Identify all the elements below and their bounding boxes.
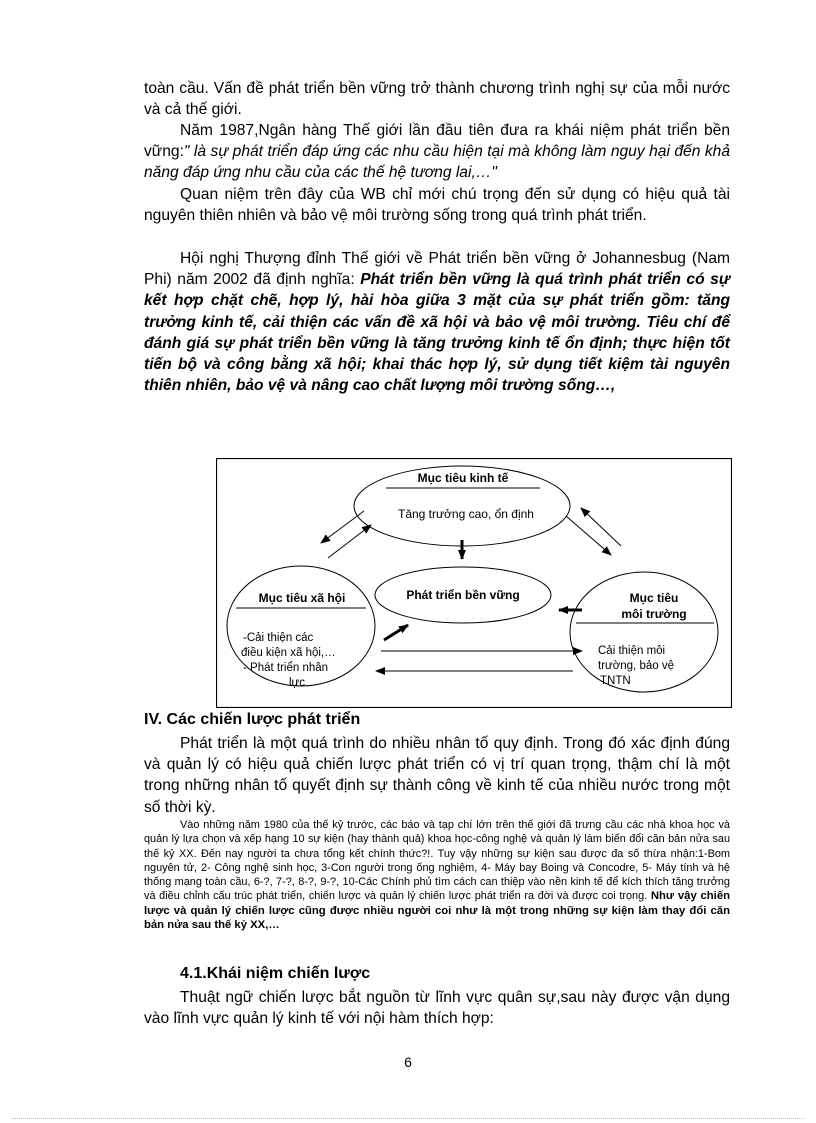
paragraph-development-strategy: Phát triển là một quá trình do nhiều nhân tố quy định. Trong đó xác định đúng và quản lý có hiệu quả chiến lược phát triển có vị trí quan trọng, thậm chí là một trong những nhân tố quyết định sự thành công về kinh tế của nhiều nước trong một số thời kỳ. — [144, 735, 730, 816]
events-text: Vào những năm 1980 của thế kỷ trước, các báo và tạp chí lớn trên thế giới đã trưng cầu các nhà khoa học và quản lý lựa chọn và xếp hạng 10 sự kiện (hay thành quả) khoa học-công nghệ và quản lý làm biến đổi căn bản nửa sau thế kỷ XX. Đến nay người ta chưa tổng kết chính thức?!. Tuy vậy những sự kiện sau được đa số thừa nhận:1-Bom nguyên tử, 2- Công nghệ sinh học, 3-Con người trong ống nghiệm, 4- Máy bay Boing và Concodre, 5- Máy tính và hệ thống mạng toàn cầu, 6-?, 7-?, 8-?, 9-?, 10-Các Chính phủ tìm cách can thiệp vào nền kinh tế để kích thích tăng trưởng và điều chỉnh cấu trúc phát triển, chiến lược và quản lý chiến lược phát triển ra đời và được coi trọng. — [144, 819, 730, 903]
paragraph-global-agenda: toàn cầu. Vấn đề phát triển bền vững trở thành chương trình nghị sự của mỗi nước và cả thế giới. — [144, 80, 730, 119]
events-conclusion-text: Như vậy chiến lược và quản lý chiến lược cũng được nhiều người coi như là một trong những sự kiện làm thay đổi căn bản nửa sau thế kỷ XX,… — [144, 890, 731, 932]
social-goal-text-2: điều kiện xã hội,… — [241, 647, 336, 659]
wb-quote-text: " là sự phát triển đáp ứng các nhu cầu hiện tại mà không làm nguy hại đến khả năng đáp ứng nhu cầu của các thế hệ tương lai,…" — [144, 143, 730, 182]
paragraph-wb-comment: Quan niệm trên đây của WB chỉ mới chú trọng đến sử dụng có hiệu quả tài nguyên thiên nhiên và bảo vệ môi trường sống trong quá trình phát triển. — [144, 186, 730, 225]
johannesburg-intro-text: Hội nghị Thượng đỉnh Thế giới về Phát triển bền vững ở Johannesbug (Nam Phi) năm 2002 đã định nghĩa: — [144, 250, 730, 289]
paragraph-johannesburg-definition — [144, 248, 730, 396]
environment-goal-text-2: trường, bảo vệ — [598, 660, 674, 672]
wb-intro-text: Năm 1987,Ngân hàng Thế giới lần đầu tiên đưa ra khái niệm phát triển bền vững: — [144, 122, 730, 161]
page-number: 6 — [404, 1054, 412, 1070]
environment-goal-title-2: môi trường — [621, 607, 687, 621]
environment-goal-text-3: TNTN — [600, 675, 631, 687]
sustainable-development-diagram — [216, 458, 732, 708]
economic-goal-title: Mục tiêu kinh tế — [417, 471, 509, 485]
section-4-1-heading: 4.1.Khái niệm chiến lược — [180, 965, 371, 982]
environment-goal-text-1: Cải thiện môi — [598, 645, 666, 657]
paragraph-twentieth-century-events — [144, 818, 730, 932]
paragraph-strategy-term-origin: Thuật ngữ chiến lược bắt nguồn từ lĩnh vực quân sự,sau này được vận dụng vào lĩnh vực quản lý kinh tế với nội hàm thích hợp: — [144, 989, 730, 1028]
social-goal-text-4: lực — [289, 677, 306, 689]
economic-goal-text: Tăng trưởng cao, ổn định — [398, 507, 534, 521]
social-goal-title: Mục tiêu xã hội — [258, 591, 346, 605]
environment-goal-title-1: Mục tiêu — [629, 591, 679, 605]
sustainable-development-label: Phát triển bền vững — [406, 588, 520, 602]
environment-goal-ellipse — [570, 572, 718, 692]
section-iv-heading: IV. Các chiến lược phát triển — [144, 711, 361, 728]
paragraph-world-bank-definition — [144, 120, 730, 184]
social-goal-text-3: - Phát triển nhân — [243, 662, 329, 674]
social-goal-text-1: -Cải thiện các — [243, 632, 314, 644]
sustainable-definition-text: Phát triển bền vững là quá trình phát triển có sự kết hợp chặt chẽ, hợp lý, hài hòa giữa 3 mặt của sự phát triển gồm: tăng trưởng kinh tế, cải thiện các vấn đề xã hội và bảo vệ môi trường. Tiêu chí để đánh giá sự phát triển bền vững là tăng trưởng kinh tế ổn định; thực hiện tốt tiến bộ và công bằng xã hội; khai thác hợp lý, sử dụng tiết kiệm tài nguyên thiên nhiên, bảo vệ và nâng cao chất lượng môi trường sống…, — [144, 271, 730, 395]
page-bottom-border — [12, 1118, 804, 1119]
